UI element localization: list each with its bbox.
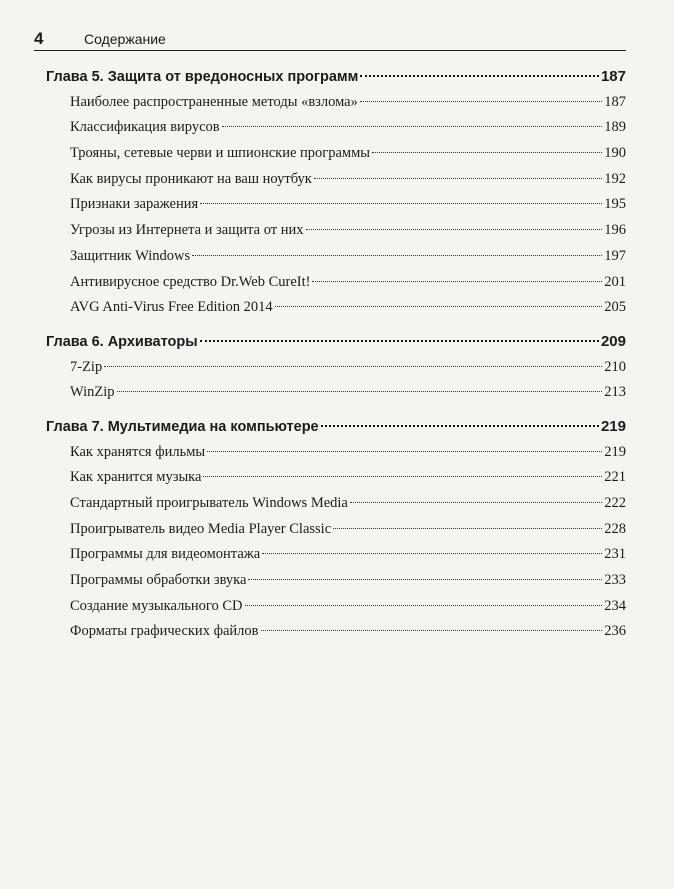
toc-entry-title: Стандартный проигрыватель Windows Media (70, 495, 348, 511)
toc-entry-page: 221 (604, 469, 626, 486)
toc-entry-page: 231 (604, 546, 626, 563)
dot-leader (200, 203, 602, 204)
toc-entry-page: 195 (604, 196, 626, 213)
toc-entry-page: 187 (604, 93, 626, 110)
toc-section-entry (46, 491, 626, 517)
toc-entry-page: 209 (600, 332, 626, 350)
toc-section-entry (46, 115, 626, 141)
dot-leader (104, 366, 602, 367)
toc-section-entry (46, 440, 626, 466)
toc-section-entry (46, 141, 626, 167)
dot-leader (350, 502, 602, 503)
toc-section-entry (46, 568, 626, 594)
dot-leader (203, 476, 602, 477)
dot-leader (207, 451, 602, 452)
toc-entry-title: Защитник Windows (70, 247, 191, 264)
toc-section-entry (46, 90, 626, 116)
toc-entry-page: 228 (604, 520, 626, 537)
toc-entry-page: 192 (604, 170, 626, 187)
toc-chapter-entry (46, 64, 626, 90)
dot-leader (360, 101, 602, 102)
running-title: Содержание (84, 31, 166, 47)
toc-entry-title: Проигрыватель видео Media Player Classic (70, 520, 332, 537)
table-of-contents (46, 64, 626, 645)
dot-leader (275, 306, 603, 307)
toc-section-entry (46, 192, 626, 218)
toc-section-entry (46, 517, 626, 543)
toc-entry-page: 210 (604, 358, 626, 375)
toc-entry-title: Как хранится музыка (70, 469, 202, 486)
dot-leader (222, 126, 603, 127)
toc-entry-title: Угрозы из Интернета и защита от них (70, 222, 304, 239)
dot-leader (314, 178, 602, 179)
toc-entry-page: 196 (604, 222, 626, 239)
dot-leader (321, 425, 599, 427)
toc-section-entry (46, 167, 626, 193)
dot-leader (372, 152, 602, 153)
toc-entry-title: Программы для видеомонтажа (70, 546, 261, 563)
toc-entry-title: Глава 6. Архиваторы (46, 333, 198, 350)
toc-entry-page: 236 (604, 623, 626, 640)
toc-entry-title: Как вирусы проникают на ваш ноутбук (70, 170, 312, 187)
page-number: 4 (34, 29, 44, 48)
toc-section-entry (46, 218, 626, 244)
toc-entry-title: AVG Anti-Virus Free Edition 2014 (70, 299, 273, 316)
toc-entry-page: 234 (604, 597, 626, 614)
dot-leader (117, 391, 603, 392)
dot-leader (245, 605, 603, 606)
toc-entry-title: Трояны, сетевые черви и шпионские программы (70, 145, 370, 162)
toc-entry-title: WinZip (70, 384, 115, 401)
toc-entry-page: 187 (600, 68, 626, 85)
toc-entry-page: 189 (604, 119, 626, 136)
toc-section-entry (46, 594, 626, 620)
toc-entry-page: 219 (600, 417, 626, 435)
toc-entry-title: Как хранятся фильмы (70, 443, 206, 460)
toc-section-entry (46, 619, 626, 645)
toc-chapter-entry (46, 329, 626, 355)
dot-leader (262, 553, 602, 554)
toc-entry-page: 190 (604, 145, 626, 162)
toc-entry-page: 197 (604, 247, 626, 264)
dot-leader (360, 75, 599, 77)
toc-entry-page: 213 (604, 384, 626, 401)
toc-entry-title: Признаки заражения (70, 196, 199, 213)
toc-entry-title: Глава 7. Мультимедиа на компьютере (46, 418, 319, 435)
dot-leader (248, 579, 602, 580)
toc-entry-title: Антивирусное средство Dr.Web CureIt! (70, 273, 311, 290)
toc-entry-page: 219 (604, 443, 626, 460)
toc-section-entry (46, 380, 626, 406)
dot-leader (333, 528, 602, 529)
dot-leader (200, 340, 599, 342)
toc-chapter-entry (46, 414, 626, 440)
toc-section-entry (46, 295, 626, 321)
toc-section-entry (46, 244, 626, 270)
toc-entry-title: Классификация вирусов (70, 119, 220, 136)
toc-entry-title: 7-Zip (70, 358, 103, 375)
page-header (34, 28, 626, 51)
toc-entry-page: 222 (604, 495, 626, 511)
toc-entry-title: Глава 5. Защита от вредоносных программ (46, 69, 359, 85)
dot-leader (312, 281, 602, 282)
toc-entry-title: Форматы графических файлов (70, 623, 259, 640)
toc-entry-title: Наиболее распространенные методы «взлома» (70, 93, 358, 110)
toc-section-entry (46, 270, 626, 296)
toc-entry-title: Программы обработки звука (70, 572, 247, 589)
dot-leader (192, 255, 602, 256)
dot-leader (261, 630, 603, 631)
toc-entry-page: 205 (604, 299, 626, 316)
dot-leader (306, 229, 603, 230)
toc-section-entry (46, 465, 626, 491)
toc-entry-title: Создание музыкального CD (70, 597, 243, 614)
toc-entry-page: 233 (604, 572, 626, 589)
toc-section-entry (46, 542, 626, 568)
toc-section-entry (46, 355, 626, 381)
toc-entry-page: 201 (604, 273, 626, 290)
